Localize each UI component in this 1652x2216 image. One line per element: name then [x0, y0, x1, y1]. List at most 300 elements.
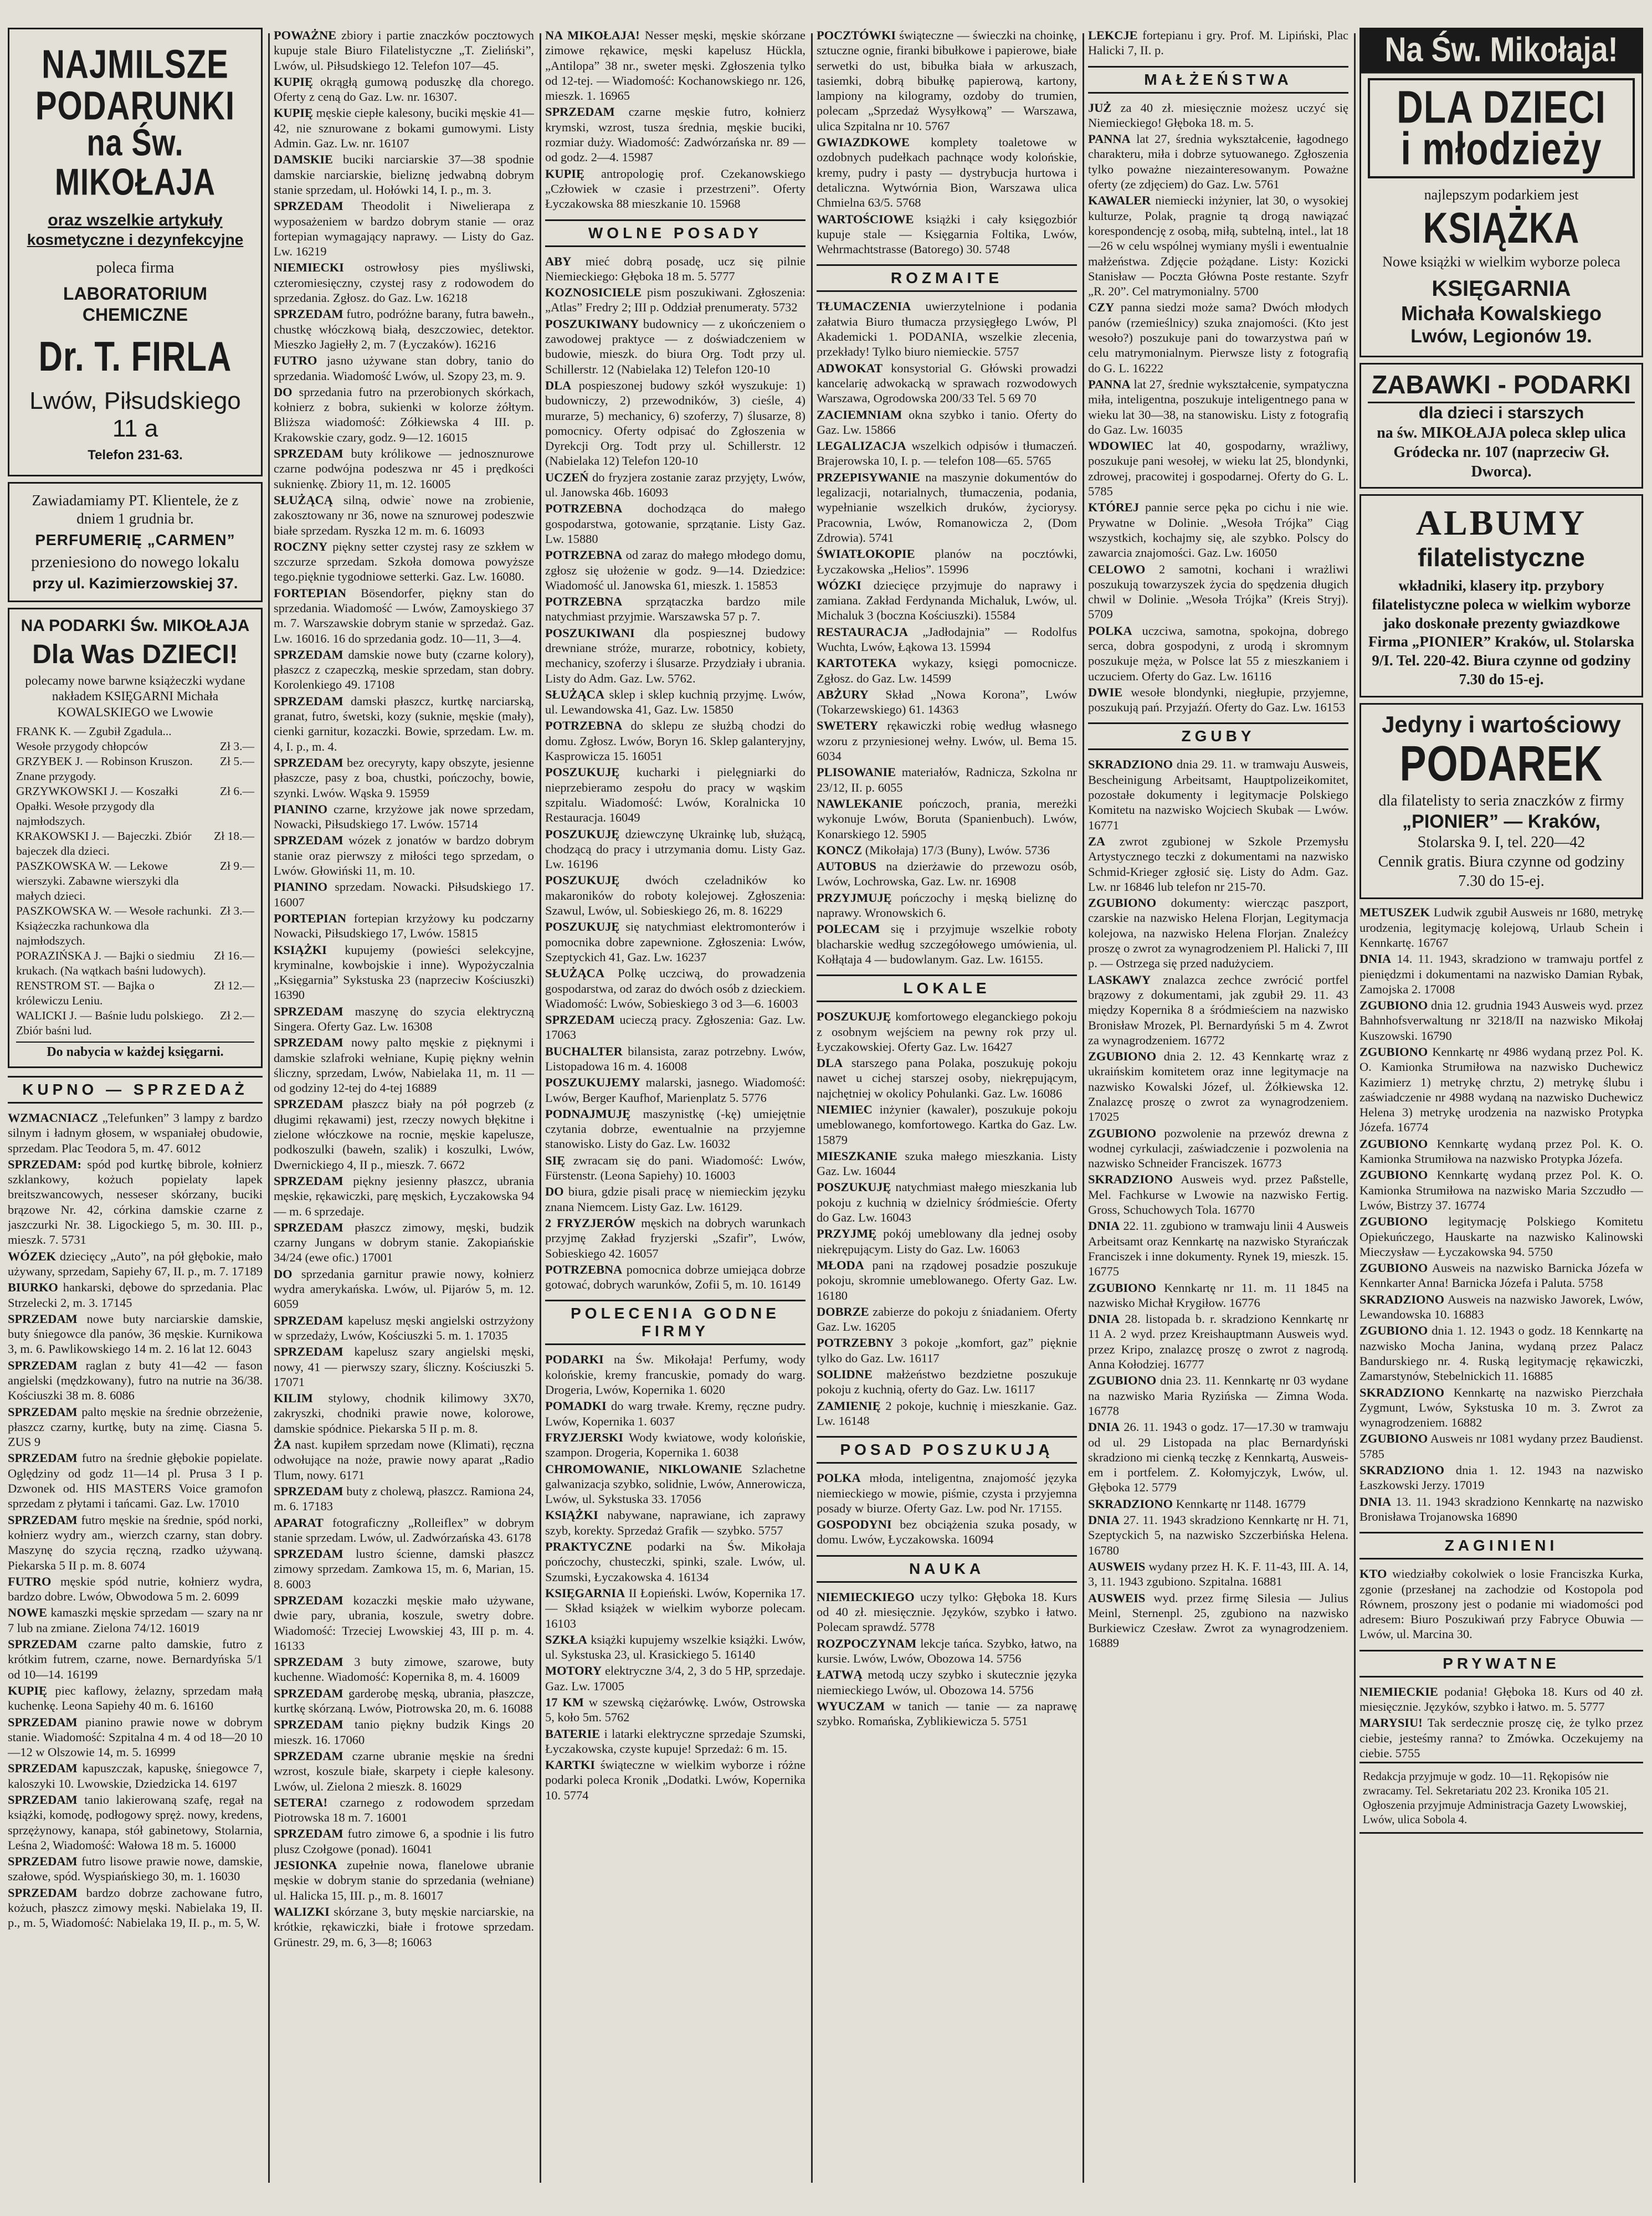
ad-mikolaj-line1: DLA DZIECI — [1397, 81, 1606, 133]
classified-ad-text: dnia 1. 12. 1943 o godz. 18 Kennkartę na nazwisko Mocha Janina, wydaną przez Palacz Bandurskiego nr. 4. Ruską legitymację rękawiczki, Zamarstynów, Stebelnickich 11. 16885 — [1359, 1324, 1643, 1383]
classified-ad — [1088, 757, 1348, 832]
classified-ad — [817, 624, 1077, 655]
classified-ad-text: Tak serdecznie proszę cię, że tylko przez ciebie, jesteśmy ranna? to Zmówka. Oczekujemy na ciebie. 5755 — [1359, 1716, 1643, 1760]
classified-ad-text: płaszcz zimowy, męski, budzik czarny Jungans w dobrym stanie. Zakopiańskie 34/24 (ewe ofic.) 17001 — [274, 1220, 534, 1265]
classified-ad-text: metodą uczy szybko i skutecznie języka niemieckiego Lwów, ul. Obozowa 14. 5756 — [817, 1668, 1077, 1697]
classified-ad — [8, 1715, 263, 1760]
classified-ad-text: dochodząca do małego gospodarstwa, gotowanie, sprzątanie. Listy Gaz. Lw. 15880 — [545, 501, 806, 546]
classified-ad-text: lat 40, gospodarny, wrażliwy, poszukuje pani wesołej, w wieku lat 25, blondynki, zdrowej, pracowitej i gospodarnej. Oferty do G. L. 5785 — [1088, 439, 1348, 499]
classified-ad-lead: JUŻ — [1088, 100, 1112, 115]
classified-ad-text: 27. 11. 1943 skradziono Kennkartę nr H. 71, Szeptyckich 5, na nazwisko Szczerbińska Helena. 16780 — [1088, 1513, 1348, 1557]
classified-ad-text: Kennkartę nr 11. m. 11 1845 na nazwisko Michał Krygiłow. 16776 — [1088, 1280, 1348, 1310]
ad-carmen-line1: Zawiadamiamy PT. Klientele, że z dniem 1 grudnia br. — [32, 491, 239, 527]
section-lokale: LOKALE — [817, 974, 1077, 1002]
classified-ad-text: pończochy i męską bieliznę do naprawy. Wronowskich 6. — [817, 890, 1077, 920]
book-price: Zł 6.— — [219, 784, 254, 798]
classified-ad-text: podarki na Św. Mikołaja pończochy, chusteczki, spinki, szale. Lwów, ul. Szumski, Łyczakowska 4. 16134 — [545, 1540, 806, 1584]
section-wolne-posady: WOLNE POSADY — [545, 219, 806, 247]
classified-ad — [817, 1699, 1077, 1729]
classified-ad-text: budownicy — z ukończeniem o zawodowej praktyce — z doświadczeniem w budowie, mieszk. do biura Org. Todt przy ul. Schillerstr. 12 (Nabielaka 12) Telefon 120-10 — [545, 316, 806, 376]
book-price: Zł 12.— — [214, 978, 254, 992]
classified-ad-text: męskich na dobrych warunkach przyjmę Zakład fryzjerski „Szafir”, Lwów, Sobieskiego 42. 16057 — [545, 1215, 806, 1260]
classified-ad-text: ucieczą pracy. Zgłoszenia: Gaz. Lw. 17063 — [545, 1013, 806, 1042]
classified-ad-text: kozaczki męskie mało używane, dwie pary, ubrania, koszule, swetry dobre. Wiadomość: Trzeciej Lwowskiej 43, III p. m. 4. 16133 — [274, 1593, 534, 1653]
classified-ad — [545, 166, 806, 212]
classified-ad — [8, 1512, 263, 1573]
classified-ad-text: czarne męskie futro, kołnierz krymski, wzrost, tusza średnia, męskie buciki, rozmiar duży. Wiadomość: Zadwórzańska nr. 89 — od godz. 2—4. 15987 — [545, 105, 806, 165]
ad-firla-title2: PODARUNKI — [35, 83, 235, 129]
classified-ad-lead: SPRZEDAM — [274, 755, 343, 770]
classified-ad — [545, 827, 806, 872]
classified-ad — [1088, 1049, 1348, 1124]
classified-ad — [1359, 951, 1643, 997]
book-list-item — [16, 859, 254, 904]
classified-ad — [1088, 438, 1348, 499]
classified-ad — [817, 407, 1077, 438]
classified-ad-lead: SPRZEDAM: — [8, 1157, 82, 1171]
book-price: Zł 16.— — [214, 948, 254, 962]
book-title: PASZKOWSKA W. — Lekowe wierszyki. Zabawne wierszyki dla małych dzieci. — [16, 859, 179, 902]
classified-ad-text: 28. listopada b. r. skradziono Kennkartę nr 11 A. 2 wyd. przez Kreishauptmann Ausweis wyd. przez Kripo, znalazcę proszę o zwrot z nagrodą. Anna Kołodziej. 16777 — [1088, 1312, 1348, 1372]
ad-carmen-line3: przeniesiono do nowego lokalu — [31, 552, 239, 571]
wolne-posady-list — [545, 254, 806, 1292]
classified-ad-text: starszego pana Polaka, poszukuję pokoju nawet u cichej starszej osoby, niekrępującym, najchętniej w okolicy Pohulanki. Gaz. Lw. 16086 — [817, 1056, 1077, 1100]
book-title: WALICKI J. — Baśnie ludu polskiego. Zbiór baśni lud. — [16, 1008, 204, 1037]
classified-ad-lead: SPRZEDAM — [8, 1311, 78, 1326]
classified-ad — [545, 594, 806, 624]
classified-ad-lead: KUPIĘ — [274, 74, 313, 89]
ad-dzieci — [8, 608, 263, 1068]
book-title: GRZYBEK J. — Robinson Kruszon. Znane przygody. — [16, 754, 193, 783]
classified-ad-lead: CHROMOWANIE, NIKLOWANIE — [545, 1461, 742, 1476]
classified-ad-text: podania! Głęboka 18. Kurs od 40 zł. miesięcznie. Języków, szybko i łatwo. m. 5. 5777 — [1359, 1684, 1643, 1714]
classified-ad-lead: PORTEPIAN — [274, 911, 347, 925]
classified-ad-lead: RESTAURACJA — [817, 624, 909, 639]
classified-ad-text: tanio lakierowaną szafę, regał na książki, komodę, podłogowy spręż. nowy, kredens, sprzężynowy, kanapa, stół gabinetowy, Stolarnia, Leśna 2, Wiadomość: Wałowa 18 m. 5. 16000 — [8, 1793, 263, 1852]
classified-ad — [1359, 1463, 1643, 1493]
classified-ad — [545, 873, 806, 918]
classified-ad-text: dnia 1. 12. 1943 na nazwisko Łaszkowski Jerzy. 17019 — [1359, 1463, 1643, 1492]
classified-ad-text: bez obciążenia szuka posady, w domu. Lwów, Łyczakowska. 16094 — [817, 1517, 1077, 1547]
classified-ad — [545, 765, 806, 825]
book-title: RENSTROM ST. — Bajka o królewiczu Leniu. — [16, 978, 155, 1007]
classified-ad-text: Ausweis nr 1081 wydany przez Baudienst. 5785 — [1359, 1432, 1643, 1461]
classified-ad-lead: KTO — [1359, 1567, 1387, 1581]
classified-ad-text: futro na średnie głębokie popielate. Oględziny od godz 11—14 pl. Prusa 3 I p. Dzwonek od. HIS MASTERS Voice gramofon sprzedam z płytami i tańcami. Gaz. Lw. 17010 — [8, 1451, 263, 1511]
classified-ad-lead: SKRADZIONO — [1359, 1385, 1445, 1399]
classified-ad-text: młoda, inteligentna, znajomość języka niemieckiego w mowie, piśmie, czysta i przyjemna posady w biurze. Oferty Gaz. Lw. pod Nr. 17155. — [817, 1471, 1077, 1515]
classified-ad-text: okrągłą gumową poduszkę dla chorego. Oferty z ceną do Gaz. Lw. nr. 16307. — [274, 74, 534, 104]
book-title: FRANK K. — Zgubił Zgadula... — [16, 724, 172, 738]
classified-ad — [274, 1004, 534, 1034]
classified-ad — [1088, 1373, 1348, 1418]
classified-ad-text: dwóch czeladników ko makaroników do roboty kolejowej. Zgłoszenia: Szawul, Lwów, ul. Sobieskiego 26, m. 8. 16229 — [545, 873, 806, 918]
classified-ad — [817, 1102, 1077, 1147]
classified-ad — [1359, 1566, 1643, 1642]
classified-ad — [1359, 1292, 1643, 1322]
ad-carmen-line2: PERFUMERIĘ „CARMEN” — [35, 531, 235, 549]
classified-ad-lead: PIANINO — [274, 880, 328, 894]
classified-ad — [274, 1437, 534, 1483]
classified-ad — [8, 1761, 263, 1791]
classified-ad-text: materiałów, Radnicza, Szkolna nr 23/12, II. p. 6055 — [817, 765, 1077, 794]
classified-ad-text: niemiecki inżynier, lat 30, o wysokiej kulturze, Polak, pragnie tą drogą nawiązać korespondencję z osobą, miłą, subtelną, intel., lat 18—26 w celu wspólnej wymiany myśli i ewentualnie małżeństwa. Zdjęcie pożądane. Listy: Kozicki Stanisław — Poczta Główna Poste restante. Szyfr „R. 20”. Cel matrymonialny. 5700 — [1088, 193, 1348, 299]
book-price: Zł 5.— — [219, 754, 254, 768]
classified-ad — [545, 1632, 806, 1663]
classified-ad-lead: PIANINO — [274, 802, 328, 816]
classified-ad — [274, 74, 534, 105]
classified-ad — [545, 285, 806, 315]
classified-ad-lead: DO — [274, 384, 293, 399]
classified-ad-lead: SPRZEDAM — [274, 833, 343, 848]
classified-ad-lead: SPRZEDAM — [8, 1793, 78, 1807]
classified-ad-text: 3 pokoje „komfort, gaz” pięknie tylko do Gaz. Lw. 16117 — [817, 1336, 1077, 1365]
classified-ad-lead: POSZUKUJĘ — [545, 873, 620, 888]
classified-ad-text: 22. 11. zgubiono w tramwaju linii 4 Ausweis Arbeitsamt oraz Kennkartę na nazwisko Styrańczak Franciszek i inne dokumenty. Rynek 19, mieszk. 15. 16775 — [1088, 1219, 1348, 1279]
classified-ad — [817, 1517, 1077, 1547]
classified-ad — [274, 493, 534, 538]
classified-ad-lead: ZAMIENIĘ — [817, 1398, 881, 1413]
classified-ad — [817, 859, 1077, 889]
classified-ad — [274, 446, 534, 491]
classified-ad-text: znalazca zechce zwrócić portfel brązowy z dokumentami, jak zgubił 29. 11. 43 między Kopernika 8 a śródmieściem na nazwisko Bronisław Mrozek, Pl. Bernardyński 5 m 4. Zwrot za wynagrodzeniem. 16772 — [1088, 972, 1348, 1047]
editorial-footer-note: Redakcja przyjmuje w godz. 10—11. Rękopisów nie zwracamy. Tel. Sekretariatu 202 23. Kronika 105 21. Ogłoszenia przyjmuje Administracja Gazety Lwowskiej, Lwów, ulica Sobola 4. — [1359, 1762, 1643, 1834]
ad-carmen — [8, 482, 263, 602]
classified-ad — [817, 655, 1077, 686]
classified-ad-text: czarnego z rodowodem sprzedam Piotrowska 18 m. 7. 16001 — [274, 1795, 534, 1825]
classified-ad — [8, 1358, 263, 1403]
classified-ad-text: świąteczne — świeczki na choinkę, sztuczne ognie, firanki bibułkowe i papierowe, białe serwetki do ust, bibułka biała w arkuszach, tasiemki, dobrą bibułkę papierową, kartony, lampiony na kilogramy, ozdoby do trumien, polecam „Sprzedaż Wysyłkową” — Warszawa, ulica Szpitalna nr 10. 5767 — [817, 28, 1077, 133]
classified-ad-lead: PRZYJMUJĘ — [817, 890, 892, 905]
section-posad-poszukuja: POSAD POSZUKUJĄ — [817, 1436, 1077, 1464]
classified-ad — [1359, 1715, 1643, 1761]
classified-ad — [8, 1574, 263, 1604]
ad-mikolaj — [1359, 28, 1643, 357]
classified-ad-text: Kennkartę wydaną przez Pol. K. O. Kamionka Strumiłowa na nazwisko Maria Szczudło — Lwów, Bistrzy 37. 16774 — [1359, 1168, 1643, 1212]
classified-ad — [1088, 100, 1348, 131]
rozmaite-list — [817, 299, 1077, 967]
classified-ad-lead: AUSWEIS — [1088, 1591, 1146, 1605]
classified-ad-lead: UCZEŃ — [545, 470, 589, 484]
classified-ad-lead: PODARKI — [545, 1352, 604, 1367]
classified-ad-lead: NIEMIEC — [817, 1102, 873, 1116]
classified-ad-text: pism poszukiwani. Zgłoszenia: „Atlas” Fredry 2; III p. Oddział prenumeraty. 5732 — [545, 285, 806, 315]
classified-ad-lead: WÓZKI — [817, 578, 861, 592]
classified-ad — [545, 1757, 806, 1803]
classified-ad-lead: SKRADZIONO — [1088, 757, 1173, 772]
classified-ad-lead: SPRZEDAM — [545, 1013, 615, 1027]
classified-ad-text: się natychmiast elektromonterów i pomocnika dobre zapewnione. Zgłoszenia: Lwów, Szeptyckich 41, Gaz. Lw. 16237 — [545, 920, 806, 964]
classified-ad-lead: DNIA — [1088, 1420, 1120, 1434]
classified-ad — [817, 796, 1077, 842]
section-malzenstwa: MAŁŻEŃSTWA — [1088, 66, 1348, 94]
classified-ad — [274, 586, 534, 646]
classified-ad-lead: JESIONKA — [274, 1858, 337, 1873]
classified-ad-text: rękawiczki robię według własnego wzoru z przyniesionej wełny. Lwów, ul. Bema 15. 6034 — [817, 719, 1077, 763]
classified-ad-text: czarne, krzyżowe jak nowe sprzedam, Nowacki, Piłsudskiego 17. Lwów. 15714 — [274, 802, 534, 832]
classified-ad-lead: POTRZEBNY — [817, 1336, 894, 1350]
classified-ad-text: pannie serce pęka po cichu i nie wie. Prywatne w Dolinie. „Wesoła Trójka” Ciąg wszystkich, kochajmy się, ale szybko. Polscy do zawarcia znajomości. Gaz. Lw. 16050 — [1088, 500, 1348, 560]
book-title: PORAZIŃSKA J. — Bajki o siedmiu krukach. (Na wątkach baśni ludowych). — [16, 948, 206, 977]
classified-ad — [545, 1106, 806, 1152]
classified-ad-lead: MARYSIU! — [1359, 1716, 1423, 1730]
classified-ad-text: wydany przez H. K. F. 11-43, III. A. 14, 3, 11. 1943 zgubiono. Szpitalna. 16881 — [1088, 1559, 1348, 1589]
classified-ad — [545, 919, 806, 965]
classified-ad — [1359, 1136, 1643, 1167]
classified-ad-lead: SPRZEDAM — [8, 1451, 78, 1465]
kupno-sprzedaz-list — [8, 1110, 263, 1931]
section-rozmaite: ROZMAITE — [817, 264, 1077, 292]
classified-ad — [274, 1546, 534, 1592]
classified-ad-lead: DNIA — [1088, 1219, 1120, 1233]
classified-ad — [1088, 1591, 1348, 1651]
classified-ad-lead: DAMSKIE — [274, 152, 333, 167]
section-zaginieni: ZAGINIENI — [1359, 1532, 1643, 1560]
classified-ad-lead: DO — [545, 1184, 564, 1199]
classified-ad — [817, 1055, 1077, 1101]
classified-ad-text: tanio piękny budzik Kings 20 mieszk. 16. 17060 — [274, 1717, 534, 1747]
classified-ad-lead: ZGUBIONO — [1359, 1432, 1428, 1446]
classified-ad-text: damskie nowe buty (czarne kolory), płaszcz z czapeczką, meskie sprzedam, stan dobry. Korolenkiego 49. 17108 — [274, 647, 534, 692]
classified-ad-text: skórzane 3, buty męskie narciarskie, na krótkie, rękawiczki, białe i frotowe sprzedam. Grünestr. 29, m. 6, 3—8; 16063 — [274, 1904, 534, 1949]
classified-ad-text: bez orecyryty, kapy obszyte, jesienne płaszcze, pasy z boa, chustki, pończochy, bowie, szynki. Lwów. Wąska 9. 15959 — [274, 755, 534, 800]
classified-ad-lead: POLKA — [1088, 623, 1132, 638]
classified-ad-text: komplety toaletowe w ozdobnych pudełkach pachnące wody kolońskie, kremy, pudry i pasty — dystrybucja hurtowa i detaliczna. Wytwórnia Bion, Warszawa ulica Chmielna 63/5. 5768 — [817, 135, 1077, 210]
classified-ad — [545, 1663, 806, 1694]
classified-ad — [817, 890, 1077, 921]
classified-ad — [8, 1404, 263, 1450]
book-price: Zł 3.— — [219, 739, 254, 753]
classified-ad-text: książki kupujemy wszelkie książki. Lwów, ul. Sykstuska 23, ul. Krasickiego 5. 16140 — [545, 1632, 806, 1662]
classified-ad-text: pończoch, prania, mereżki wykonuje Lwów, Boruta (Spanienbuch). Lwów, Konarskiego 12. 5905 — [817, 796, 1077, 841]
column-5 — [1088, 28, 1348, 2194]
classified-ad — [817, 687, 1077, 717]
classified-ad-text: futro zimowe 6, a spodnie i lis futro plusz Czołgowe (ponad). 16041 — [274, 1827, 534, 1856]
ad-albumy — [1359, 494, 1643, 697]
classified-ad-text: zabierze do pokoju z śniadaniem. Oferty Gaz. Lw. 16205 — [817, 1304, 1077, 1334]
classified-ad — [274, 1173, 534, 1219]
classified-ad-lead: KTÓREJ — [1088, 500, 1140, 515]
ad-firla-title1: NAJMILSZE — [42, 42, 229, 87]
classified-ad-text: palto męskie na średnie obrzeżenie, płaszcz czarny, kurtkę, buty na zimę. Ciasna 5. ZUS 9 — [8, 1404, 263, 1449]
classified-ad-text: sprzątaczka bardzo mile natychmiast przyjmie. Warszawska 57 p. 7. — [545, 594, 806, 624]
classified-ad — [1088, 1559, 1348, 1589]
classified-ad-text: „Jadłodajnia” — Rodolfus Wuchta, Lwów, Łąkowa 13. 15994 — [817, 624, 1077, 654]
classified-ad — [274, 353, 534, 383]
classified-ad — [274, 833, 534, 878]
classified-ad-text: zwrot zgubionej w Szkole Przemysłu Artystycznego teczki z dokumentami na nazwisko Schmid-Krieger zgłosić się. Listy do Adm. Gaz. Lw. nr 16846 lub telefon nr 215-70. — [1088, 834, 1348, 894]
classified-ad-lead: PRZEPISYWANIE — [817, 470, 920, 484]
classified-ad-text: piękny jesienny płaszcz, ubrania męskie, rękawiczki, parę męskich, Łyczakowska 94 — m. 6 sprzedaje. — [274, 1173, 534, 1218]
classified-ad-text: spód pod kurtkę bibrole, kołnierz szklankowy, kożuch popielaty lapek breitszwancowych, nesseser skórzany, buciki brązowe Nr. 42, córkina damskie czarne z jaszczurki Nr. 38. Ligockiego 5, m. 30. III. p., mieszk. 7. 5731 — [8, 1157, 263, 1247]
classified-ad-text: sprzedam. Nowacki. Piłsudskiego 17. 16007 — [274, 880, 534, 909]
classified-ad — [817, 1148, 1077, 1179]
book-list-item — [16, 754, 254, 784]
classified-ad — [545, 1539, 806, 1584]
column-2 — [274, 28, 534, 2194]
book-list-item — [16, 784, 254, 829]
classified-ad-lead: CZY — [1088, 300, 1115, 315]
classified-ad — [1088, 1311, 1348, 1372]
classified-ad-text: za 40 zł. miesięcznie możesz uczyć się Niemieckiego! Głęboka 18. m. 5. — [1088, 100, 1348, 130]
column-3 — [545, 28, 806, 2194]
book-title: PASZKOWSKA W. — Wesołe rachunki. Książeczka rachunkowa dla najmłodszych. — [16, 904, 212, 947]
book-price: Zł 2.— — [219, 1008, 254, 1022]
ad-albumy-title: ALBUMY — [1415, 502, 1587, 542]
classified-ad-text: lat 27, średnie wykształcenie, sympatyczna miła, inteligentna, poszukuje inteligentnego pana w wieku lat 30—38, na stanowisku. Listy z fotografią do Gaz. Lw. 16035 — [1088, 377, 1348, 437]
classified-ad-text: lekcje tańca. Szybko, łatwo, na kursie. Lwów, Lwów, Obozowa 14. 5756 — [817, 1636, 1077, 1665]
classified-ad-lead: BATERIE — [545, 1726, 601, 1741]
ad-zabawki-body: na św. MIKOŁAJA poleca sklep ulica Gródecka nr. 107 (naprzeciw Gł. Dworca). — [1377, 424, 1626, 480]
classified-ad — [545, 1695, 806, 1725]
classified-ad — [8, 1311, 263, 1357]
classified-ad-text: dnia 12. grudnia 1943 Ausweis wyd. przez Bahnhofsverwaltung nr 3218/II na nazwisko Mikołaj Kuszowski. 16790 — [1359, 998, 1643, 1043]
classified-ad-text: szuka małego mieszkania. Listy Gaz. Lw. 16044 — [817, 1148, 1077, 1178]
classified-ad-lead: SPRZEDAM — [274, 307, 343, 321]
classified-ad — [1088, 562, 1348, 622]
classified-ad — [1359, 905, 1643, 950]
classified-ad — [274, 755, 534, 801]
classified-ad-lead: SPRZEDAM — [274, 1004, 343, 1018]
classified-ad-text: w tanich — tanie — za naprawę szybko. Romańska, Zyblikiewicza 5. 5751 — [817, 1699, 1077, 1728]
classified-ad-text: w szewską ciężarówkę. Lwów, Ostrowska 5, koło 5m. 5762 — [545, 1695, 806, 1725]
classified-ad-text: zwracam się do pani. Wiadomość: Lwów, Fürstenstr. (Leona Sapiehy) 10. 16003 — [545, 1153, 806, 1183]
classified-ad-lead: SPRZEDAM — [274, 694, 343, 708]
classified-ad-lead: FORTEPIAN — [274, 586, 347, 600]
classified-ad — [545, 547, 806, 593]
classified-ad — [817, 1367, 1077, 1397]
classified-ad-lead: WYUCZAM — [817, 1699, 885, 1713]
classified-ad — [8, 1157, 263, 1248]
classified-ad-text: sprzedania futro na przerobionych skórkach, kołnierz z bobra, sukienki w kolorze żółtym. Bliższa wiadomość: Zółkiewska 4 III. p. Krakowskie czary, godz. 9—12. 16015 — [274, 384, 534, 444]
classified-ad-lead: SPRZEDAM — [274, 1313, 343, 1327]
classified-ad — [817, 1589, 1077, 1635]
classified-ad — [274, 1035, 534, 1095]
classified-ad-lead: SKRADZIONO — [1359, 1463, 1445, 1478]
classified-ad-text: dnia 23. 11. Kennkartę nr 03 wydane na nazwisko Maria Ryzińska — Zimna Woda. 16778 — [1088, 1373, 1348, 1418]
classified-ad — [274, 1686, 534, 1716]
classified-ad-lead: ZGUBIONO — [1088, 1280, 1157, 1295]
classified-ad-lead: MŁODA — [817, 1258, 864, 1272]
classified-ad — [274, 1484, 534, 1514]
classified-ad-text: 26. 11. 1943 o godz. 17—17.30 w tramwaju od ul. 29 Listopada na plac Bernardyński skradziono mi cienką teczkę z Kennkartą, Ausweis-em i portfelem. Z. Kołomyjczyk, Lwów, ul. Głęboka 12. 5779 — [1088, 1420, 1348, 1495]
classified-ad — [545, 1184, 806, 1214]
classified-ad — [274, 1748, 534, 1794]
book-title: Wesołe przygody chłopców — [16, 739, 148, 753]
classified-ad-text: wesołe blondynki, niegłupie, przyjemne, poszukują pań. Przyjaźń. Oferty do Gaz. Lw. 16153 — [1088, 685, 1348, 715]
classified-ad-text: pozwolenie na przewóz drewna z wodnej cyrkulacji, zaświadczenie i pozwolenia na nazwisko Schneider Franciszek. 16773 — [1088, 1126, 1348, 1171]
classified-ad — [1088, 1218, 1348, 1279]
classified-ad-lead: SPRZEDAM — [8, 1854, 78, 1869]
lokale-list — [817, 1009, 1077, 1428]
classified-ad-text: książki i cały księgozbiór kupuje stale — Księgarnia Foltika, Lwów, Wehrmachtstrasse (Batorego) 30. 5748 — [817, 212, 1077, 257]
classified-ad — [274, 105, 534, 151]
classified-ad-lead: SPRZEDAM — [274, 1484, 343, 1498]
classified-ad-text: Kennkartę nr 1148. 16779 — [1176, 1496, 1306, 1511]
classified-ad — [1359, 1214, 1643, 1259]
ad-dzieci-sub: polecamy nowe barwne książeczki wydane nakładem KSIĘGARNI Michała KOWALSKIEGO we Lwowie — [25, 673, 245, 720]
classified-ad-lead: DLA — [545, 378, 572, 392]
classified-ad-lead: PANNA — [1088, 377, 1131, 391]
classified-ad-lead: SPRZEDAM — [274, 1220, 343, 1234]
classified-ad-text: elektryczne 3/4, 2, 3 do 5 HP, sprzedaje. Gaz. Lw. 17005 — [545, 1664, 806, 1693]
classified-ad-text: biura, gdzie pisali pracę w niemieckim języku znana Niemcem. Listy Gaz. Lw. 16129. — [545, 1184, 806, 1214]
classified-ad — [817, 843, 1077, 858]
zguby-list — [1088, 757, 1348, 1650]
section-zguby: ZGUBY — [1088, 722, 1348, 750]
classified-ad — [274, 1795, 534, 1825]
ad-mikolaj-line6: KSIĘGARNIA — [1432, 276, 1571, 301]
classified-ad-lead: KSIĄŻKI — [545, 1508, 598, 1522]
classified-ad-lead: DWIE — [1088, 685, 1123, 699]
classified-ad-text: kucharki i pielęgniarki do nieprzebieramo zespołu do pracy w wąskim szpitalu. Wiadomość: Lwów, Koralnicka 10 Restauracja. 16049 — [545, 765, 806, 825]
classified-ad-lead: KUPIĘ — [274, 106, 313, 120]
book-price: Zł 3.— — [219, 904, 254, 917]
ad-podarek-body2: „PIONIER” — Kraków, — [1402, 811, 1600, 832]
classified-ad-lead: SPRZEDAM — [545, 105, 615, 119]
classified-ad — [545, 378, 806, 469]
book-price: Zł 18.— — [214, 829, 254, 843]
classified-ad — [8, 1450, 263, 1511]
classified-ad-lead: PODNAJMUJĘ — [545, 1106, 631, 1121]
classified-ad-text: legitymację Polskiego Komitetu Opiekuńczego, Hauskarte na nazwisko Kalinowski Mieczysław — Łyczakowska 94. 5750 — [1359, 1214, 1643, 1259]
classified-ad — [545, 1262, 806, 1292]
classified-ad — [817, 921, 1077, 967]
classified-ad-text: malarski, jasnego. Wiadomość: Lwów, Berger Kaufhof, Marienplatz 5. 5776 — [545, 1075, 806, 1105]
malzenstwa-list — [1088, 100, 1348, 715]
classified-ad-lead: LASKAWY — [1088, 972, 1151, 987]
ad-firla-title3: na Św. MIKOŁAJA — [55, 122, 216, 203]
classified-ad-text: 2 samotni, kochani i wrażliwi poszukują towarzyszek życia do spędzenia długich chwil w Dolinie. „Wesoła Trójka” (Kreis Stryj). 5709 — [1088, 562, 1348, 622]
classified-ad-lead: FUTRO — [274, 353, 317, 368]
classified-ad — [1088, 28, 1348, 58]
classified-ad — [545, 1352, 806, 1397]
classified-ad — [274, 28, 534, 73]
column-rule — [1082, 33, 1084, 2183]
classified-ad-text: 14. 11. 1943, skradziono w tramwaju portfel z pieniędzmi i dokumentami na nazwisko Damian Rybak, Zamojska 2. 17008 — [1359, 952, 1643, 996]
classified-ad-text: płaszcz biały na pół pogrzeb (z długimi rękawami) jest, rzeczy nowych błękitne i zielone włóczkowe na rocnie, męskie kapelusze, podkoszulki (bawełn, szalik) i koszulki, Lwów, Dwernickiego 4, II p., mieszk. 7. 6672 — [274, 1097, 534, 1172]
classified-ad-text: czarne palto damskie, futro z krótkim futrem, czarne, nowe. Bernardyńska 5/1 od 10—14. 16199 — [8, 1637, 263, 1681]
classified-ad-lead: LEGALIZACJA — [817, 439, 906, 453]
ad-firla-sub4: LABORATORIUM CHEMICZNE — [63, 283, 208, 325]
classified-ad — [274, 539, 534, 584]
classified-ad-lead: ZGUBIONO — [1359, 1168, 1428, 1182]
section-prywatne: PRYWATNE — [1359, 1650, 1643, 1678]
classified-ad-lead: SKRADZIONO — [1359, 1292, 1445, 1306]
classified-ad — [274, 1904, 534, 1950]
classified-ad-lead: POLECAM — [817, 922, 880, 936]
classified-ad — [274, 152, 534, 197]
classified-ad-lead: BUCHALTER — [545, 1044, 623, 1058]
ad-firla-addr: Lwów, Piłsudskiego 11 a — [29, 387, 241, 443]
classified-ad-text: antropologię prof. Czekanowskiego „Człowiek w czasie i przestrzeni”. Oferty Łyczakowska 88 mieszkanie 10. 15968 — [545, 166, 806, 211]
classified-ad-lead: SPRZEDAM — [8, 1404, 78, 1419]
book-list-item — [16, 829, 254, 859]
classified-ad-text: maszynistkę (-kę) umiejętnie czytania dobrze, ewentualnie na przyjemne stanowisko. Listy do Gaz. Lw. 16032 — [545, 1106, 806, 1151]
classified-ad — [545, 1586, 806, 1631]
classified-ad-lead: POSZUKIWANI — [545, 625, 635, 640]
classified-ad — [817, 28, 1077, 134]
classified-ad — [8, 1885, 263, 1931]
classified-ad-lead: NIEMIECKI — [274, 260, 344, 275]
classified-ad-lead: SPRZEDAM — [274, 447, 343, 461]
classified-ad — [545, 1461, 806, 1507]
section-nauka: NAUKA — [817, 1555, 1077, 1583]
classified-ad-text: kupujemy (powieści selekcyjne, kryminalne, kowbojskie i inne). Wypożyczalnia „Księgarnia” Sykstuska 23 (naprzeciw Kościuszki) 16390 — [274, 942, 534, 1002]
classified-ad-text: wyd. przez firmę Silesia — Julius Meinl, Sternenpl. 25, zgubiono na nazwisko Burkiewicz Czesław. Zwrot za wynagrodzeniem. 16889 — [1088, 1591, 1348, 1650]
classified-ad-text: komfortowego eleganckiego pokoju z osobnym wejściem na pewny rok przy ul. Łyczakowskiej. Oferty Gaz. Lw. 16427 — [817, 1009, 1077, 1054]
classified-ad-lead: ZGUBIONO — [1359, 1045, 1428, 1059]
